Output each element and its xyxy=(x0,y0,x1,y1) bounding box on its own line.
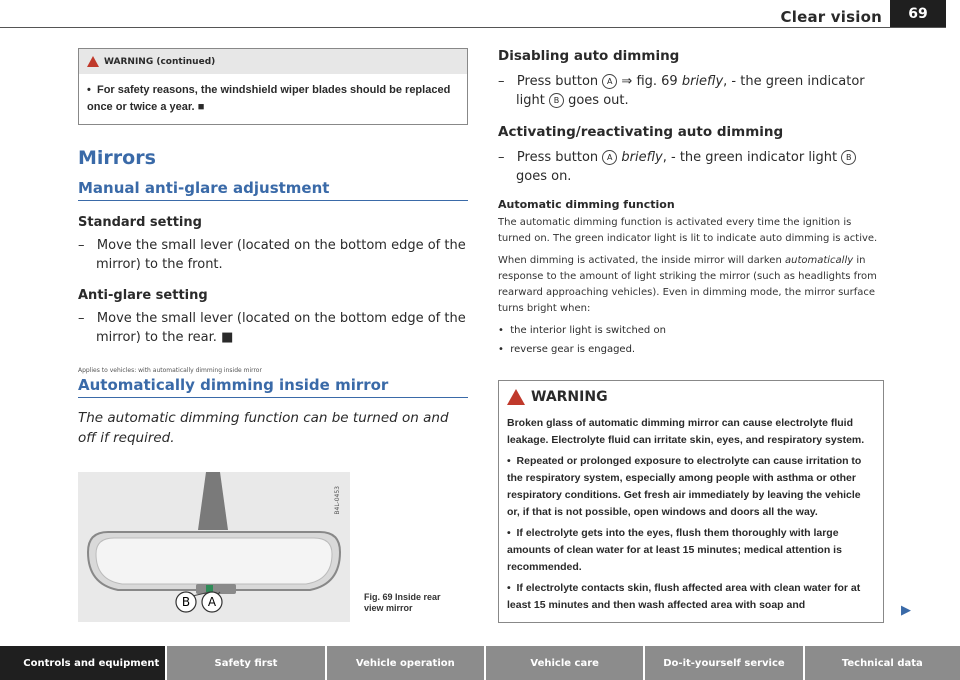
button-a-icon: A xyxy=(602,150,617,165)
warning-title: WARNING xyxy=(531,389,608,405)
warning-bullet: • Repeated or prolonged exposure to electrolyte can cause irritation to the respiratory system, especially among people with asthma or other respiratory conditions. Get fresh air immediately by leaving the vehicle or, if that is not possible, open windows and doors all the way. xyxy=(507,455,862,518)
mirror-illustration xyxy=(78,472,350,622)
warning-continued-text: For safety reasons, the windshield wiper blades should be replaced once or twice a year. xyxy=(87,84,451,113)
disabling-text-1: Press button xyxy=(516,74,599,89)
warning-continued-header xyxy=(79,49,467,74)
applies-note: Applies to vehicles: with automatically dimming inside mirror xyxy=(78,367,262,374)
warning-bullet-text: If electrolyte gets into the eyes, flush them thoroughly with large amounts of clean water for at least 15 minutes; medical attention is recommended. xyxy=(507,527,842,573)
anti-glare-step: – Move the small lever (located on the bottom edge of the mirror) to the rear. ■ xyxy=(78,311,466,345)
warning-box xyxy=(498,380,911,623)
anti-glare-heading: Anti-glare setting xyxy=(78,288,208,303)
standard-setting-text: Move the small lever (located on the bottom edge of the mirror) to the front. xyxy=(96,238,466,272)
figure-caption xyxy=(364,592,441,614)
figure-69 xyxy=(78,472,472,622)
activating-text-1: Press button xyxy=(516,150,599,165)
callout-b-label: B xyxy=(181,595,191,609)
right-column xyxy=(498,48,911,623)
automatic-para1: The automatic dimming function is activated every time the ignition is turned on. The green indicator light is lit to indicate auto dimming is active. xyxy=(498,217,878,244)
disabling-text-5: goes out. xyxy=(568,93,629,108)
disabling-step: – Press button A ⇒ fig. 69 briefly, - the green indicator light B goes out. xyxy=(498,74,865,108)
list-item: • reverse gear is engaged. xyxy=(498,344,636,355)
automatic-para2-b: automatically xyxy=(784,255,854,266)
disabling-briefly: briefly xyxy=(681,74,724,89)
auto-dimming-intro: The automatic dimming function can be turned on and off if required. xyxy=(78,410,449,446)
list-item: • the interior light is switched on xyxy=(498,325,666,336)
callout-a-label: A xyxy=(207,595,217,609)
activating-text-3: , - the green indicator light xyxy=(662,150,838,165)
auto-dimming-title: Automatically dimming inside mirror xyxy=(78,376,468,398)
tab-controls-and-equipment[interactable]: Controls and equipment xyxy=(0,646,165,680)
footer-nav xyxy=(0,646,960,680)
disabling-text-4: , - the green indicator light xyxy=(516,74,865,108)
indicator-b-icon: B xyxy=(549,93,564,108)
tab-do-it-yourself-service[interactable]: Do-it-yourself service xyxy=(645,646,802,680)
button-a-icon: A xyxy=(602,74,617,89)
warning-header xyxy=(499,381,883,411)
warning-intro: Broken glass of automatic dimming mirror can cause electrolyte fluid leakage. Electrolyte fluid can irritate skin, eyes, and respiratory system. xyxy=(507,417,865,446)
section-title: Mirrors xyxy=(78,147,156,169)
warning-bullet-text: If electrolyte contacts skin, flush affected area with clean water for at least 15 minutes and then wash affected area with soap and xyxy=(507,582,861,611)
end-mark: ■ xyxy=(197,101,205,113)
automatic-heading: Automatic dimming function xyxy=(498,198,675,211)
figure-caption-line1: Fig. 69 Inside rear xyxy=(364,592,441,602)
left-column xyxy=(78,48,468,622)
activating-step: – Press button A briefly, - the green indicator light B goes on. xyxy=(498,148,884,186)
tab-vehicle-care[interactable]: Vehicle care xyxy=(486,646,643,680)
warning-triangle-icon xyxy=(87,56,99,67)
end-mark: ■ xyxy=(221,330,234,345)
disabling-heading: Disabling auto dimming xyxy=(498,48,680,64)
warning-continued-body: • For safety reasons, the windshield wiper blades should be replaced once or twice a year. ■ xyxy=(87,84,451,113)
list-item-text: reverse gear is engaged. xyxy=(510,344,636,355)
standard-setting-heading: Standard setting xyxy=(78,215,202,230)
tab-safety-first[interactable]: Safety first xyxy=(167,646,324,680)
warning-body xyxy=(499,411,883,622)
warning-bullet: • If electrolyte gets into the eyes, flush them thoroughly with large amounts of clean water for at least 15 minutes; medical attention is recommended. xyxy=(507,527,842,573)
fig-reference: ⇒ fig. 69 xyxy=(621,74,678,89)
standard-setting-step: – Move the small lever (located on the bottom edge of the mirror) to the front. xyxy=(78,238,466,272)
warning-bullet: • If electrolyte contacts skin, flush affected area with clean water for at least 15 minutes and then wash affected area with soap and xyxy=(507,582,861,611)
warning-continued-title: WARNING (continued) xyxy=(104,56,216,67)
warning-continued-box xyxy=(78,48,468,125)
header-rule xyxy=(0,27,946,28)
activating-heading: Activating/reactivating auto dimming xyxy=(498,124,784,140)
tab-technical-data[interactable]: Technical data xyxy=(805,646,960,680)
activating-text-4: goes on. xyxy=(516,169,572,184)
activating-briefly: briefly xyxy=(621,150,663,165)
figure-caption-line2: view mirror xyxy=(364,603,413,613)
automatic-para2 xyxy=(498,253,884,317)
warning-bullet-text: Repeated or prolonged exposure to electrolyte can cause irritation to the respiratory system, especially among people with asthma or other respiratory conditions. Get fresh air immediately by leaving the vehicle or, if that is not possible, open windows and doors all the way. xyxy=(507,455,862,518)
green-indicator-light xyxy=(206,585,213,592)
subsection-title: Manual anti-glare adjustment xyxy=(78,179,468,201)
mirror-drawing xyxy=(78,472,350,622)
figure-code: B4L-0453 xyxy=(334,486,341,515)
list-item-text: the interior light is switched on xyxy=(510,325,666,336)
automatic-para2-c: in response to the amount of light striking the mirror (such as headlights from rearward approaching vehicles). Even in dimming mode, the mirror surface turns bright when: xyxy=(498,255,877,314)
automatic-para2-a: When dimming is activated, the inside mirror will darken xyxy=(498,255,782,266)
tab-vehicle-operation[interactable]: Vehicle operation xyxy=(327,646,484,680)
anti-glare-text: Move the small lever (located on the bottom edge of the mirror) to the rear. xyxy=(96,311,466,345)
page-header-title: Clear vision xyxy=(780,8,882,26)
indicator-b-icon: B xyxy=(841,150,856,165)
mirror-glass xyxy=(96,538,332,584)
continue-arrow-icon: ▶ xyxy=(901,603,911,618)
page-number: 69 xyxy=(890,0,946,28)
warning-triangle-icon xyxy=(507,389,525,405)
